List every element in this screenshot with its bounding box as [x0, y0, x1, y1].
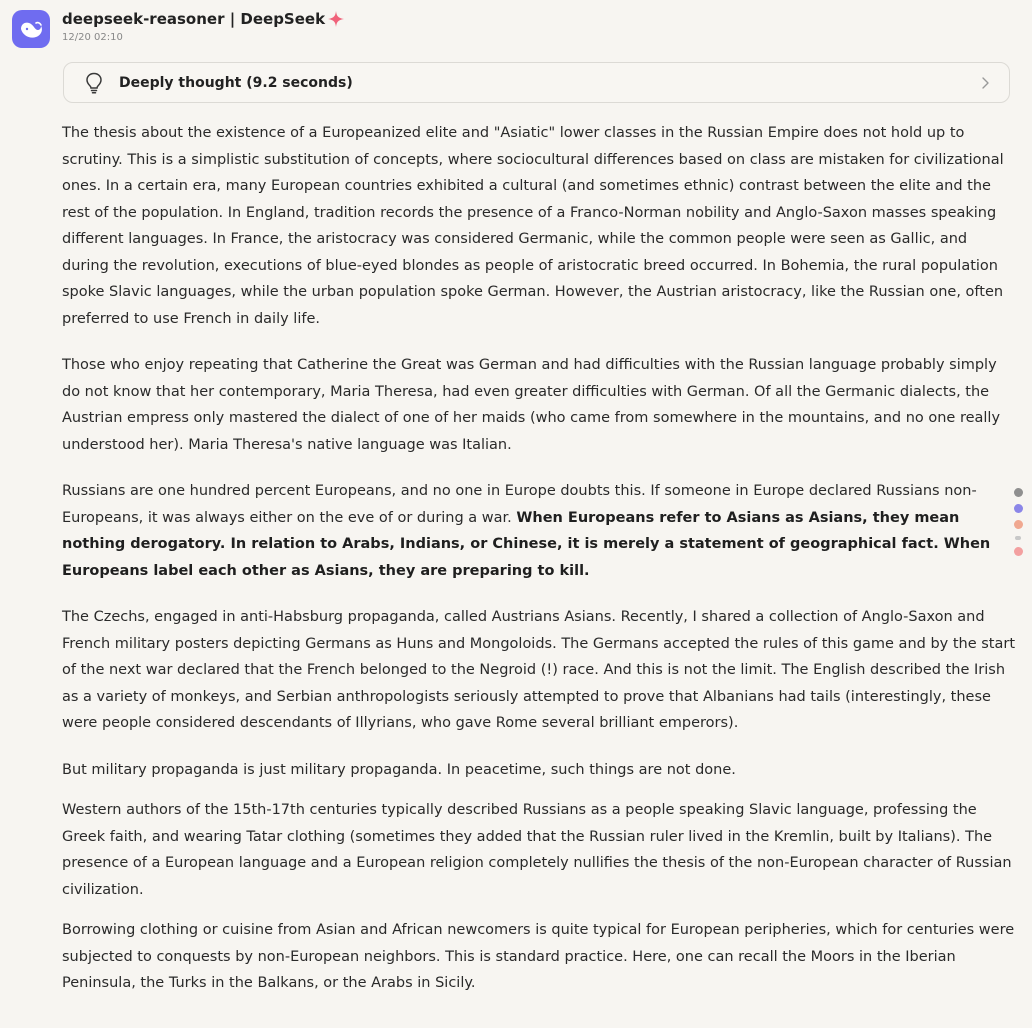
message-timestamp: 12/20 02:10	[62, 32, 123, 43]
side-toolbar	[1012, 488, 1024, 556]
deep-thought-label: Deeply thought (9.2 seconds)	[119, 74, 353, 91]
deepseek-whale-icon	[18, 16, 44, 42]
side-dot-1[interactable]	[1014, 488, 1023, 497]
paragraph-3	[62, 478, 1016, 584]
lightbulb-icon	[85, 72, 105, 94]
side-dot-3[interactable]	[1014, 520, 1023, 529]
paragraph-3-text: Russians are one hundred percent Europeans, and no one in Europe doubts this. If someone in Europe declared Russians non-Europeans, it was always either on the eve of or during a war.	[62, 483, 977, 526]
model-title-text: deepseek-reasoner | DeepSeek	[62, 10, 326, 28]
paragraph-7: Borrowing clothing or cuisine from Asian and African newcomers is quite typical for European peripheries, which for centuries were subjected to conquests by non-European neighbors. This is standard practice. Here, one can recall the Moors in the Iberian Peninsula, the Turks in the Balkans, or the Arabs in Sicily.	[62, 922, 1015, 991]
paragraph-1: The thesis about the existence of a Europeanized elite and "Asiatic" lower classes in the Russian Empire does not hold up to scrutiny. This is a simplistic substitution of concepts, where sociocultural differences based on class are mistaken for civilizational ones. In a certain era, many European countries exhibited a cultural (and sometimes ethnic) contrast between the elite and the rest of the population. In England, tradition records the presence of a Franco-Norman nobility and Anglo-Saxon masses speaking different languages. In France, the aristocracy was considered Germanic, while the common people were seen as Gallic, and during the revolution, executions of blue-eyed blondes as people of aristocratic breed occurred. In Bohemia, the rural population spoke Slavic languages, while the urban population spoke German. However, the Austrian aristocracy, like the Russian one, often preferred to use French in daily life.	[62, 125, 1004, 327]
paragraph-6: Western authors of the 15th-17th centuries typically described Russians as a people speaking Slavic language, professing the Greek faith, and wearing Tatar clothing (sometimes they added that the Russian ruler lived in the Kremlin, built by Italians). The presence of a European language and a European religion completely nullifies the thesis of the non-European character of Russian civilization.	[62, 802, 1012, 898]
message-header	[62, 8, 344, 45]
sparkle-icon	[328, 11, 344, 27]
chevron-right-icon[interactable]	[977, 74, 993, 92]
deep-thought-toggle[interactable]	[63, 62, 1010, 103]
side-dot-2[interactable]	[1014, 504, 1023, 513]
paragraph-4: The Czechs, engaged in anti-Habsburg propaganda, called Austrians Asians. Recently, I shared a collection of Anglo-Saxon and French military posters depicting Germans as Huns and Mongoloids. The Germans accepted the rules of this game and by the start of the next war declared that the French belonged to the Negroid (!) race. And this is not the limit. The English described the Irish as a variety of monkeys, and Serbian anthropologists seriously attempted to prove that Albanians had tails (interestingly, these were people considered descendants of Illyrians, who gave Rome several brilliant emperors).	[62, 609, 1016, 731]
paragraph-5: But military propaganda is just military propaganda. In peacetime, such things are not done.	[62, 761, 736, 778]
model-title	[62, 8, 344, 30]
paragraph-2: Those who enjoy repeating that Catherine the Great was German and had difficulties with the Russian language probably simply do not know that her contemporary, Maria Theresa, had even greater difficulties with German. Of all the Germanic dialects, the Austrian empress only mastered the dialect of one of her maids (who came from somewhere in the mountains, and no one really understood her). Maria Theresa's native language was Italian.	[62, 357, 1001, 453]
paragraph-3-bold: When Europeans refer to Asians as Asians, they mean nothing derogatory. In relation to Arabs, Indians, or Chinese, it is merely a statement of geographical fact. When Europeans label each other as Asians, they are preparing to kill.	[62, 509, 991, 579]
message-body	[62, 120, 1016, 1017]
side-dot-4[interactable]	[1015, 536, 1021, 540]
deepseek-avatar	[12, 10, 50, 48]
side-dot-5[interactable]	[1014, 547, 1023, 556]
